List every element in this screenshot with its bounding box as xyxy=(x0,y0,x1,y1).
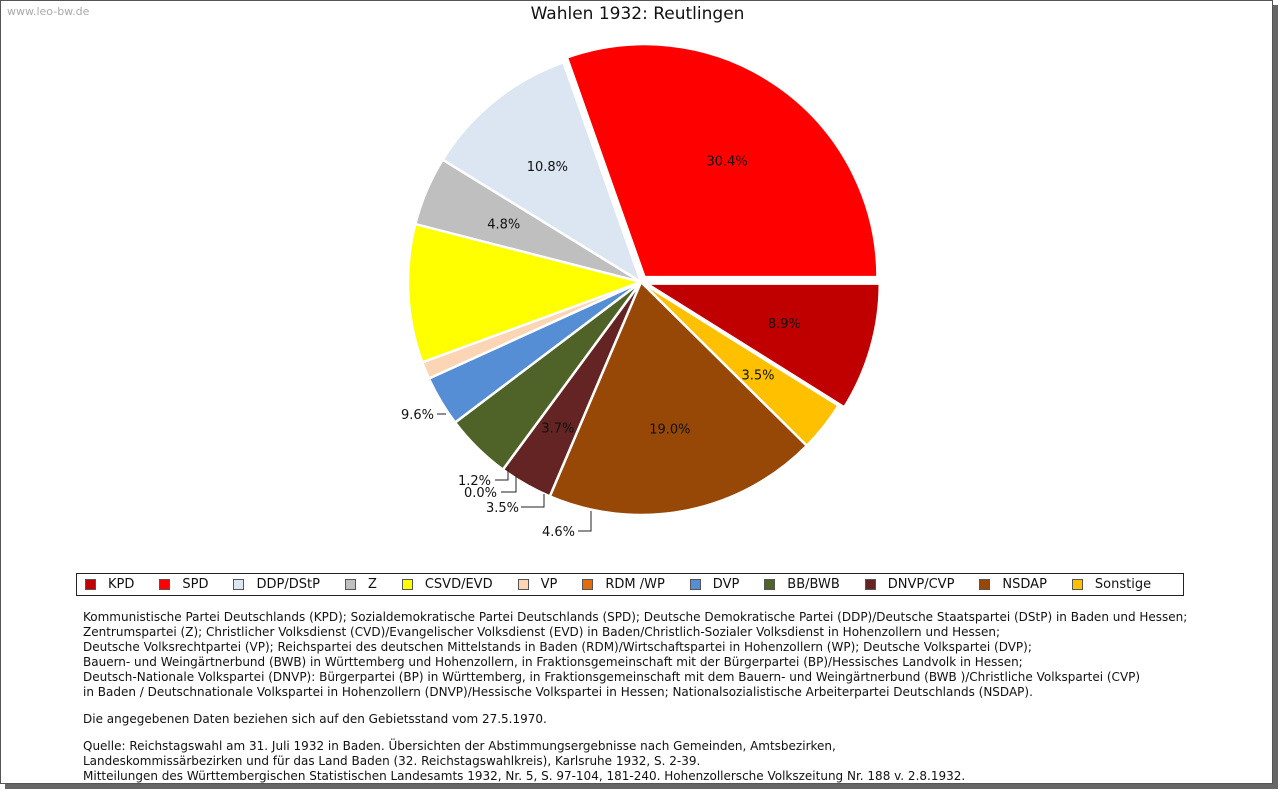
legend-label: NSDAP xyxy=(1002,577,1047,592)
legend-label: DDP/DStP xyxy=(256,577,320,592)
legend-label: DVP xyxy=(712,577,740,592)
legend-item-vp xyxy=(518,577,558,592)
legend-swatch xyxy=(582,579,593,590)
legend-label: SPD xyxy=(182,577,209,592)
legend-swatch xyxy=(518,579,529,590)
legend-swatch xyxy=(233,579,244,590)
legend-item-kpd xyxy=(85,577,134,592)
legend-item-bb-bwb xyxy=(764,577,839,592)
pie-label-dvp: 3.5% xyxy=(485,501,519,516)
pie-label-dnvp-cvp: 3.7% xyxy=(541,421,575,437)
pie-leader-line xyxy=(578,511,591,531)
notes-parties-line: in Baden / Deutschnationale Volkspartei in Hohenzollern (DNVP)/Hessische Volkspartei in Hessen; Nationalsozialistische Arbeiterpartei Deutschlands (NSDAP). xyxy=(83,685,1033,699)
legend-label: VP xyxy=(540,577,558,592)
pie-label-kpd: 8.9% xyxy=(767,317,801,333)
legend-swatch xyxy=(979,579,990,590)
legend-item-nsdap xyxy=(979,577,1047,592)
legend-item-dnvp-cvp xyxy=(865,577,955,592)
notes-territory: Die angegebenen Daten beziehen sich auf den Gebietsstand vom 27.5.1970. xyxy=(83,712,547,726)
pie-label-spd: 30.4% xyxy=(706,154,748,170)
legend-label: KPD xyxy=(108,577,135,592)
legend-swatch xyxy=(85,579,96,590)
legend-label: CSVD/EVD xyxy=(424,577,493,592)
legend-item-csvd-evd xyxy=(402,577,493,592)
notes-parties-line: Deutsch-Nationale Volkspartei (DNVP): Bürgerpartei (BP) in Württemberg, in Fraktionsgemeinschaft mit dem Bauern- und Weingärtnerbund (BWB )/Christliche Volkspartei (CVP) xyxy=(83,670,1141,684)
legend-item-dvp xyxy=(690,577,740,592)
legend-swatch xyxy=(764,579,775,590)
legend-item-rdm-wp xyxy=(582,577,664,592)
pie-label-rdm-wp: 0.0% xyxy=(463,486,497,501)
pie-label-z: 4.8% xyxy=(487,217,521,233)
legend-swatch xyxy=(345,579,356,590)
notes-parties-line: Kommunistische Partei Deutschlands (KPD); Sozialdemokratische Partei Deutschlands (SPD); Deutsche Demokratische Partei (DDP)/Deutsche Staatspartei (DStP) in Baden und Hessen; xyxy=(83,610,1188,624)
legend-swatch xyxy=(690,579,701,590)
legend-swatch xyxy=(402,579,413,590)
legend-item-ddp-dstp xyxy=(233,577,319,592)
pie-label-csvd-evd: 9.6% xyxy=(400,408,434,423)
legend-item-sonstige xyxy=(1072,577,1151,592)
legend-label: BB/BWB xyxy=(787,577,840,592)
legend-label: DNVP/CVP xyxy=(887,577,955,592)
notes xyxy=(83,610,1233,784)
legend-item-spd xyxy=(159,577,208,592)
notes-parties-line: Bauern- und Weingärtnerbund (BWB) in Württemberg und Hohenzollern, in Fraktionsgemeinschaft mit der Bürgerpartei (BP)/Hessisches Landvolk in Hessen; xyxy=(83,655,1023,669)
legend-swatch xyxy=(865,579,876,590)
pie-label-ddp-dstp: 10.8% xyxy=(526,159,569,175)
pie-label-nsdap: 19.0% xyxy=(649,422,691,438)
pie-label-vp: 1.2% xyxy=(457,474,491,489)
pie-label-bb-bwb: 4.6% xyxy=(541,525,575,540)
pie-leader-line xyxy=(521,494,544,507)
legend xyxy=(76,573,1184,596)
legend-label: Sonstige xyxy=(1094,577,1152,592)
notes-source-line: Quelle: Reichstagswahl am 31. Juli 1932 in Baden. Übersichten der Abstimmungsergebnisse nach Gemeinden, Amtsbezirken, xyxy=(83,739,836,753)
legend-swatch xyxy=(1072,579,1083,590)
pie-label-sonstige: 3.5% xyxy=(741,368,775,384)
legend-label: RDM /WP xyxy=(605,577,665,592)
legend-item-z xyxy=(345,577,377,592)
legend-swatch xyxy=(159,579,170,590)
legend-label: Z xyxy=(367,577,377,592)
watermark: www.leo-bw.de xyxy=(7,5,90,18)
notes-parties-line: Deutsche Volksrechtpartei (VP); Reichspartei des deutschen Mittelstands in Baden (RDM)/Wirtschaftspartei in Hohenzollern (WP); Deutsche Volkspartei (DVP); xyxy=(83,640,1032,654)
notes-source-line: Mitteilungen des Württembergischen Statistischen Landesamts 1932, Nr. 5, S. 97-104, 181-240. Hohenzollersche Volkszeitung Nr. 188 v. 2.8.1932. xyxy=(83,769,966,783)
chart-title: Wahlen 1932: Reutlingen xyxy=(530,4,745,24)
notes-parties-line: Zentrumspartei (Z); Christlicher Volksdienst (CVD)/Evangelischer Volksdienst (EVD) in Baden/Christlich-Sozialer Volksdienst in Hohenzollern und Hessen; xyxy=(83,625,1001,639)
notes-source-line: Landeskommissärbezirken und für das Land Baden (32. Reichstagswahlkreis), Karlsruhe 1932, S. 2-39. xyxy=(83,754,701,768)
